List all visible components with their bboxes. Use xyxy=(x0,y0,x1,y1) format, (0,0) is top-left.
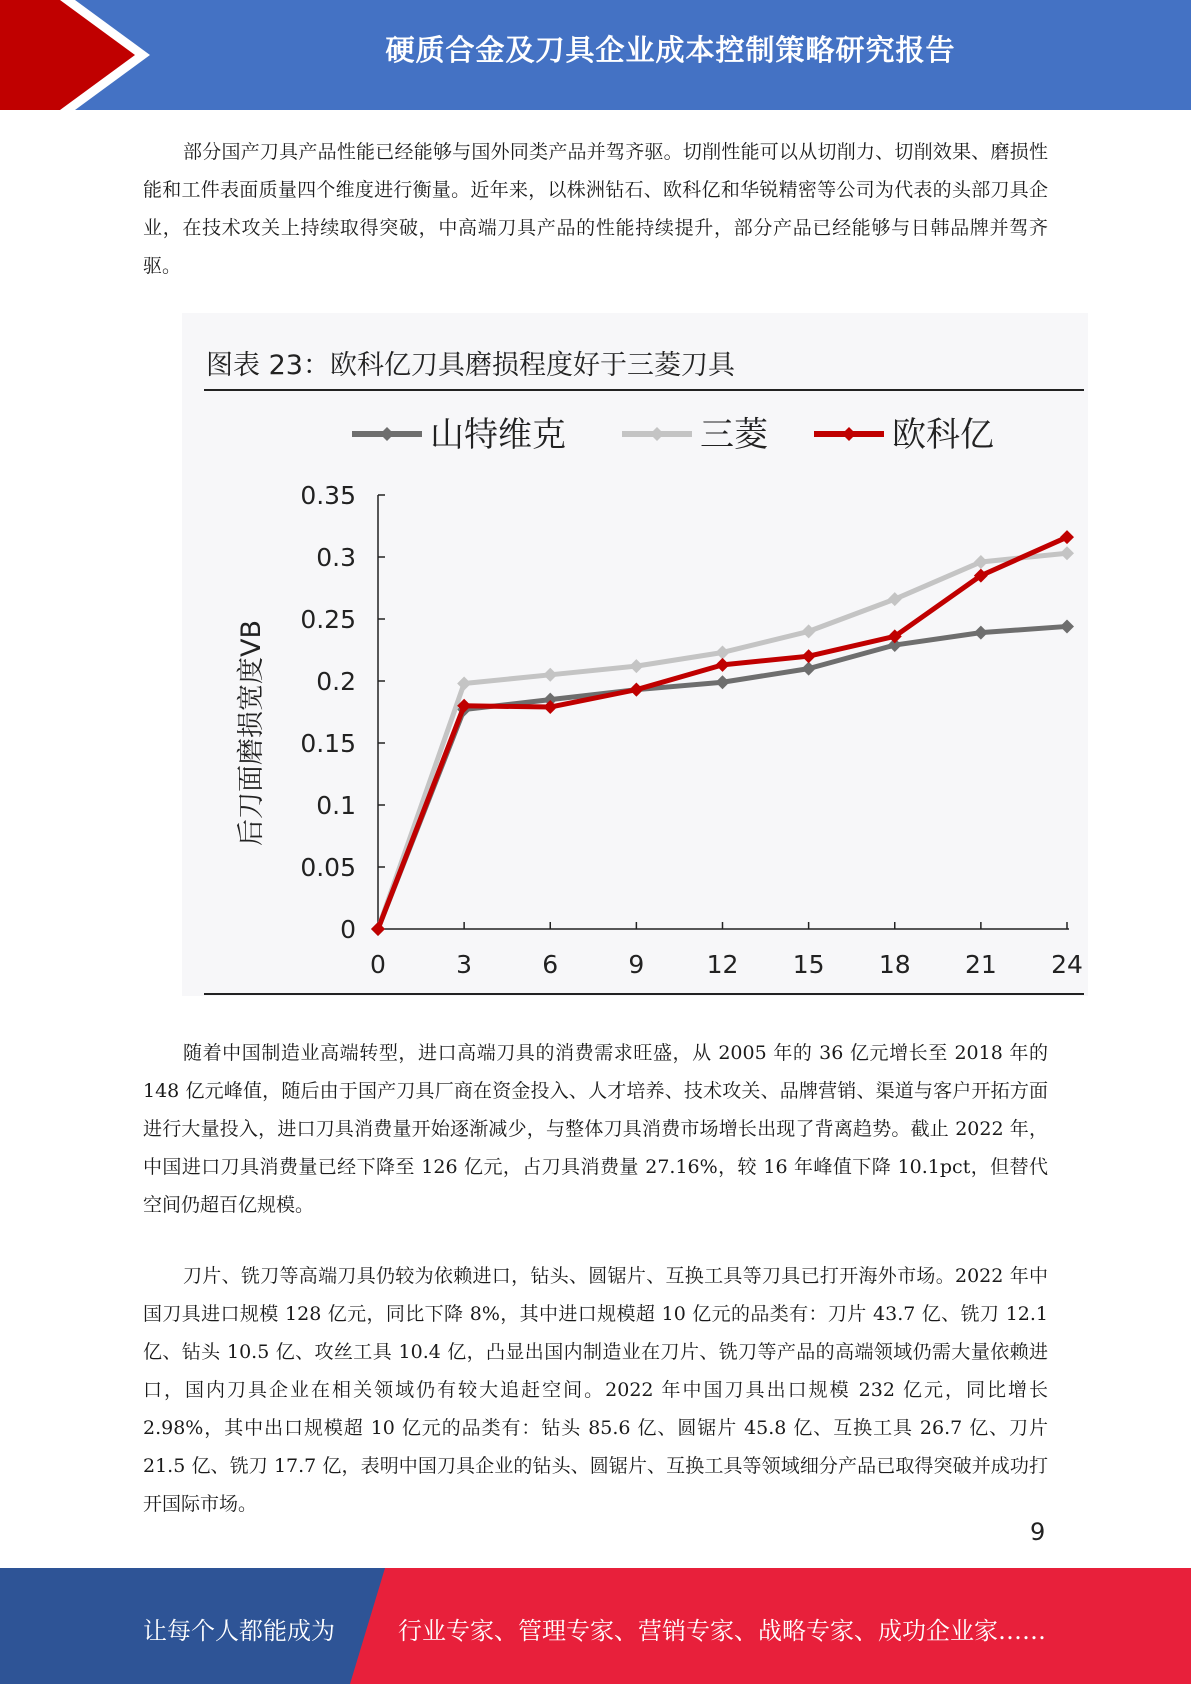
footer-slogan-right: 行业专家、管理专家、营销专家、战略专家、成功企业家…… xyxy=(398,1617,1046,1645)
series-line xyxy=(378,553,1067,929)
data-point xyxy=(716,645,730,659)
y-tick-label: 0.3 xyxy=(316,543,356,572)
y-axis-label: 后刀面磨损宽度VB xyxy=(236,620,267,846)
series-line xyxy=(378,537,1067,929)
y-tick-label: 0 xyxy=(340,915,356,944)
data-point xyxy=(974,626,988,640)
data-point xyxy=(1060,619,1074,633)
y-tick-label: 0.35 xyxy=(300,481,356,510)
data-point xyxy=(716,675,730,689)
legend-entry: 山特维克 xyxy=(430,415,566,455)
chart-canvas xyxy=(182,313,1088,996)
wear-chart xyxy=(182,313,1088,996)
x-tick-label: 18 xyxy=(878,950,911,979)
data-point xyxy=(457,676,471,690)
data-point xyxy=(629,659,643,673)
x-tick-label: 0 xyxy=(370,950,386,979)
data-point xyxy=(543,668,557,682)
data-point xyxy=(802,624,816,638)
data-point xyxy=(974,555,988,569)
legend-entry: 欧科亿 xyxy=(892,415,994,455)
y-tick-label: 0.15 xyxy=(300,729,356,758)
data-point xyxy=(629,683,643,697)
legend-entry: 三菱 xyxy=(700,415,768,455)
page-number: 9 xyxy=(1030,1518,1046,1546)
legend-marker xyxy=(650,427,664,441)
page-header xyxy=(0,0,1191,110)
data-point xyxy=(716,658,730,672)
paragraph-import-export: 刀片、铣刀等高端刀具仍较为依赖进口，钻头、圆锯片、互换工具等刀具已打开海外市场。2022 年中国刀具进口规模 128 亿元，同比下降 8%，其中进口规模超 10 亿元的品类有：刀片 43.7 亿、铣刀 12.1 亿、钻头 10.5 亿、攻丝工具 10.4 亿，凸显出国内制造业在刀片、铣刀等产品的高端领域仍需大量依赖进口，国内刀具企业在相关领域仍有较大追赶空间。2022 年中国刀具出口规模 232 亿元，同比增长 2.98%，其中出口规模超 10 亿元的品类有：钻头 85.6 亿、圆锯片 45.8 亿、互换工具 26.7 亿、刀片 21.5 亿、铣刀 17.7 亿，表明中国刀具企业的钻头、圆锯片、互换工具等领域细分产品已取得突破并成功打开国际市场。 xyxy=(143,1265,1048,1515)
y-tick-label: 0.05 xyxy=(300,853,356,882)
report-title: 硬质合金及刀具企业成本控制策略研究报告 xyxy=(385,33,956,67)
y-tick-label: 0.25 xyxy=(300,605,356,634)
data-point xyxy=(371,922,385,936)
x-tick-label: 6 xyxy=(542,950,559,979)
x-tick-label: 12 xyxy=(706,950,739,979)
x-tick-label: 21 xyxy=(964,950,997,979)
x-tick-label: 9 xyxy=(628,950,645,979)
data-point xyxy=(1060,546,1074,560)
footer-slogan-left: 让每个人都能成为 xyxy=(143,1617,335,1645)
page-footer xyxy=(0,1568,1191,1684)
x-tick-label: 15 xyxy=(792,950,825,979)
data-point xyxy=(802,662,816,676)
data-point xyxy=(802,649,816,663)
y-tick-label: 0.1 xyxy=(316,791,356,820)
x-tick-label: 3 xyxy=(456,950,473,979)
legend-marker xyxy=(842,427,856,441)
legend-marker xyxy=(380,427,394,441)
paragraph-import-trend: 随着中国制造业高端转型，进口高端刀具的消费需求旺盛，从 2005 年的 36 亿元增长至 2018 年的 148 亿元峰值，随后由于国产刀具厂商在资金投入、人才培养、技术攻关、品牌营销、渠道与客户开拓方面进行大量投入，进口刀具消费量开始逐渐减少，与整体刀具消费市场增长出现了背离趋势。截止 2022 年，中国进口刀具消费量已经下降至 126 亿元，占刀具消费量 27.16%，较 16 年峰值下降 10.1pct，但替代空间仍超百亿规模。 xyxy=(143,1042,1048,1216)
data-point xyxy=(888,592,902,606)
paragraph-performance: 部分国产刀具产品性能已经能够与国外同类产品并驾齐驱。切削性能可以从切削力、切削效果、磨损性能和工件表面质量四个维度进行衡量。近年来，以株洲钻石、欧科亿和华锐精密等公司为代表的头部刀具企业，在技术攻关上持续取得突破，中高端刀具产品的性能持续提升，部分产品已经能够与日韩品牌并驾齐驱。 xyxy=(143,141,1048,277)
x-tick-label: 24 xyxy=(1051,950,1083,979)
chart-title: 图表 23：欧科亿刀具磨损程度好于三菱刀具 xyxy=(206,350,735,381)
y-tick-label: 0.2 xyxy=(316,667,356,696)
